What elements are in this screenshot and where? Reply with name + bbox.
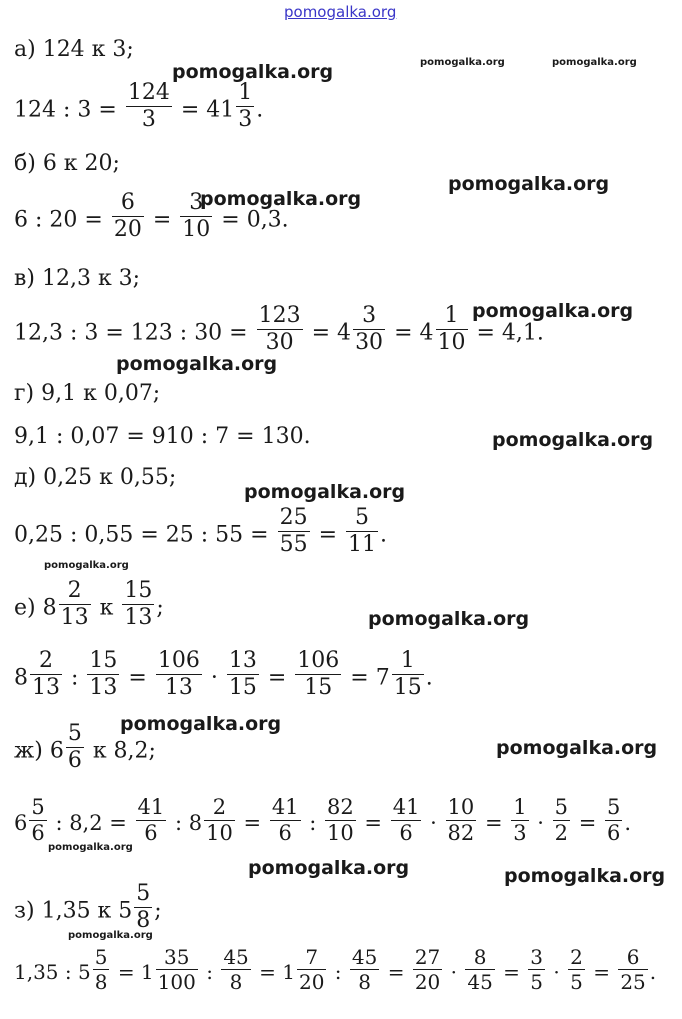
math-text: : 8,2 = [55, 811, 127, 835]
math-text: = [364, 811, 383, 835]
watermark: pomogalka.org [472, 300, 634, 322]
denominator: 3 [238, 107, 253, 132]
math-text: = [593, 960, 610, 984]
numerator: 27 [414, 945, 441, 969]
denominator: 13 [156, 674, 202, 699]
math-text: = [243, 811, 262, 835]
numerator: 106 [157, 648, 200, 673]
denominator: 30 [355, 330, 384, 355]
watermark: pomogalka.org [448, 173, 610, 195]
item-zh-calc [14, 795, 632, 848]
math-text: = 4,1. [476, 320, 544, 346]
item-e-title [14, 578, 164, 633]
numerator: 5 [31, 795, 45, 819]
fraction [350, 947, 379, 992]
numerator: 45 [351, 945, 378, 969]
fraction [126, 82, 172, 131]
numerator: 13 [228, 648, 257, 673]
denominator: 15 [228, 675, 257, 700]
denominator: 8 [94, 970, 108, 994]
denominator: 15 [295, 674, 341, 699]
numerator: 5 [136, 881, 151, 906]
fraction [436, 305, 468, 354]
fraction [29, 797, 46, 844]
top-watermark-link[interactable]: pomogalka.org [284, 3, 397, 21]
math-text: е) 8 [14, 595, 57, 621]
denominator: 5 [570, 970, 583, 994]
math-text: : [206, 960, 213, 984]
fraction [568, 947, 585, 992]
denominator: 13 [124, 605, 153, 630]
numerator: 5 [554, 795, 569, 819]
fraction [270, 797, 301, 844]
fraction [180, 192, 212, 241]
fraction [413, 947, 442, 992]
fraction [297, 947, 326, 992]
numerator: 45 [223, 945, 249, 969]
fraction [66, 723, 84, 772]
denominator: 10 [182, 217, 211, 242]
denominator: 13 [89, 675, 118, 700]
numerator: 6 [626, 945, 640, 969]
watermark: pomogalka.org [116, 353, 278, 375]
fraction [605, 797, 622, 844]
item-v-title: в) 12,3 к 3; [14, 266, 141, 291]
fraction [346, 507, 378, 556]
denominator: 20 [414, 970, 441, 994]
watermark: pomogalka.org [200, 188, 362, 210]
math-text: : [334, 960, 342, 984]
numerator: 2 [570, 945, 583, 969]
denominator: 8 [350, 969, 379, 992]
math-text: 124 : 3 = [14, 97, 117, 123]
math-text: = [128, 665, 147, 691]
watermark: pomogalka.org [48, 842, 133, 853]
math-text: · [430, 811, 437, 835]
math-text: · [553, 960, 560, 984]
numerator: 8 [473, 945, 487, 969]
math-text: = 1 [117, 960, 154, 984]
fraction [122, 580, 154, 629]
numerator: 1 [400, 648, 415, 673]
numerator: 3 [362, 303, 377, 328]
math-text: ; [156, 595, 164, 621]
math-text: : [71, 665, 79, 691]
math-text: = [267, 665, 287, 691]
fraction [236, 82, 254, 131]
math-text: 8 [14, 665, 28, 691]
item-z-title [14, 881, 162, 936]
numerator: 15 [124, 578, 153, 603]
watermark: pomogalka.org [504, 865, 666, 887]
numerator: 41 [271, 795, 299, 819]
math-text: 0,25 : 0,55 = 25 : 55 = [14, 522, 269, 548]
numerator: 5 [355, 505, 370, 530]
numerator: 41 [392, 795, 420, 819]
denominator: 11 [348, 532, 377, 557]
math-text: 1,35 : 5 [14, 960, 91, 984]
item-v-calc [14, 303, 544, 358]
fraction [221, 947, 250, 992]
math-text: = 4 [394, 320, 434, 346]
fraction [156, 650, 202, 699]
numerator: 3 [530, 945, 544, 969]
numerator: 106 [297, 648, 340, 673]
math-text: . [256, 97, 264, 123]
numerator: 5 [94, 945, 108, 969]
math-text: · [450, 960, 457, 984]
math-text: · [537, 811, 544, 835]
math-text: 6 [14, 811, 28, 835]
math-text: : [309, 811, 317, 835]
fraction [134, 883, 152, 932]
denominator: 100 [157, 970, 196, 994]
numerator: 3 [189, 190, 204, 215]
denominator: 10 [437, 330, 466, 355]
item-b-calc [14, 190, 289, 245]
watermark: pomogalka.org [244, 481, 406, 503]
numerator: 6 [120, 190, 135, 215]
fraction [59, 580, 91, 629]
denominator: 8 [136, 908, 151, 933]
fraction [392, 650, 424, 699]
watermark: pomogalka.org [420, 57, 505, 68]
fraction [295, 650, 341, 699]
denominator: 13 [60, 605, 89, 630]
math-text: = [152, 207, 172, 233]
numerator: 7 [305, 945, 319, 969]
denominator: 13 [32, 675, 60, 700]
watermark: pomogalka.org [492, 429, 654, 451]
fraction [156, 947, 198, 992]
numerator: 2 [212, 795, 227, 819]
numerator: 1 [513, 795, 527, 819]
denominator: 55 [279, 532, 308, 557]
fraction [553, 797, 570, 844]
fraction [618, 947, 647, 992]
numerator: 1 [444, 303, 459, 328]
math-text: . [425, 665, 433, 691]
denominator: 5 [530, 970, 544, 994]
numerator: 41 [137, 795, 165, 819]
math-text: : 8 [174, 811, 203, 835]
math-text: = 41 [180, 97, 235, 123]
fraction [511, 797, 528, 844]
math-text: 6 : 20 = [14, 207, 103, 233]
numerator: 5 [67, 721, 82, 746]
watermark: pomogalka.org [496, 737, 658, 759]
numerator: 15 [89, 648, 118, 673]
math-text: з) 1,35 к 5 [14, 898, 133, 924]
item-a-calc [14, 80, 264, 135]
math-text: = [578, 811, 597, 835]
numerator: 10 [447, 795, 475, 819]
fraction [528, 947, 545, 992]
math-text: . [380, 522, 388, 548]
denominator: 15 [393, 675, 422, 700]
item-b-title: б) 6 к 20; [14, 151, 120, 176]
math-text: = [318, 522, 338, 548]
item-g-title: г) 9,1 к 0,07; [14, 381, 161, 406]
denominator: 6 [67, 748, 82, 773]
denominator: 3 [513, 821, 527, 845]
math-text: ; [154, 898, 162, 924]
denominator: 20 [298, 970, 325, 994]
denominator: 10 [206, 821, 233, 845]
denominator: 45 [467, 970, 493, 994]
watermark: pomogalka.org [120, 713, 282, 735]
numerator: 5 [607, 795, 621, 819]
math-text: = 7 [350, 665, 390, 691]
math-text: = [387, 960, 405, 984]
denominator: 3 [126, 106, 172, 131]
math-text: = 0,3. [221, 207, 289, 233]
item-d-calc [14, 505, 388, 560]
watermark: pomogalka.org [368, 608, 530, 630]
math-text: . [624, 811, 632, 835]
fraction [112, 192, 144, 241]
item-e-calc [14, 648, 433, 703]
item-a-title: а) 124 к 3; [14, 37, 134, 62]
watermark: pomogalka.org [248, 857, 410, 879]
denominator: 6 [31, 821, 45, 845]
watermark: pomogalka.org [68, 930, 153, 941]
item-z-calc [14, 945, 657, 996]
fraction [325, 797, 356, 844]
denominator: 6 [391, 820, 422, 844]
math-text: ж) 6 [14, 738, 64, 764]
fraction [353, 305, 385, 354]
denominator: 10 [327, 821, 354, 845]
denominator: 6 [607, 821, 621, 845]
item-d-title: д) 0,25 к 0,55; [14, 465, 177, 490]
math-text: . [649, 960, 657, 984]
fraction [446, 797, 477, 844]
denominator: 82 [447, 821, 475, 845]
watermark: pomogalka.org [552, 57, 637, 68]
denominator: 20 [113, 217, 142, 242]
fraction [391, 797, 422, 844]
math-text: = 1 [259, 960, 295, 984]
item-zh-title [14, 721, 156, 776]
fraction [257, 305, 303, 354]
denominator: 6 [136, 820, 167, 844]
math-text: = [503, 960, 520, 984]
watermark: pomogalka.org [172, 61, 334, 83]
math-text: · [210, 665, 218, 691]
math-text: к [99, 595, 114, 621]
numerator: 124 [127, 80, 170, 105]
fraction [87, 650, 119, 699]
fraction [30, 650, 62, 699]
numerator: 82 [327, 795, 354, 819]
numerator: 123 [258, 303, 301, 328]
math-text: = 4 [311, 320, 352, 346]
fraction [204, 797, 235, 844]
numerator: 35 [164, 945, 190, 969]
denominator: 25 [620, 970, 646, 994]
numerator: 25 [279, 505, 308, 530]
numerator: 2 [67, 578, 82, 603]
denominator: 6 [270, 820, 301, 844]
numerator: 1 [238, 80, 253, 105]
denominator: 8 [221, 969, 250, 992]
fraction [465, 947, 494, 992]
math-text: к 8,2; [92, 738, 156, 764]
fraction [278, 507, 310, 556]
fraction [93, 947, 110, 992]
item-g-calc: 9,1 : 0,07 = 910 : 7 = 130. [14, 424, 311, 449]
math-text: 12,3 : 3 = 123 : 30 = [14, 320, 248, 346]
numerator: 2 [39, 648, 53, 673]
fraction [136, 797, 167, 844]
denominator: 30 [257, 329, 303, 354]
math-text: = [484, 811, 503, 835]
fraction [227, 650, 259, 699]
watermark: pomogalka.org [44, 560, 129, 571]
denominator: 2 [554, 821, 569, 845]
